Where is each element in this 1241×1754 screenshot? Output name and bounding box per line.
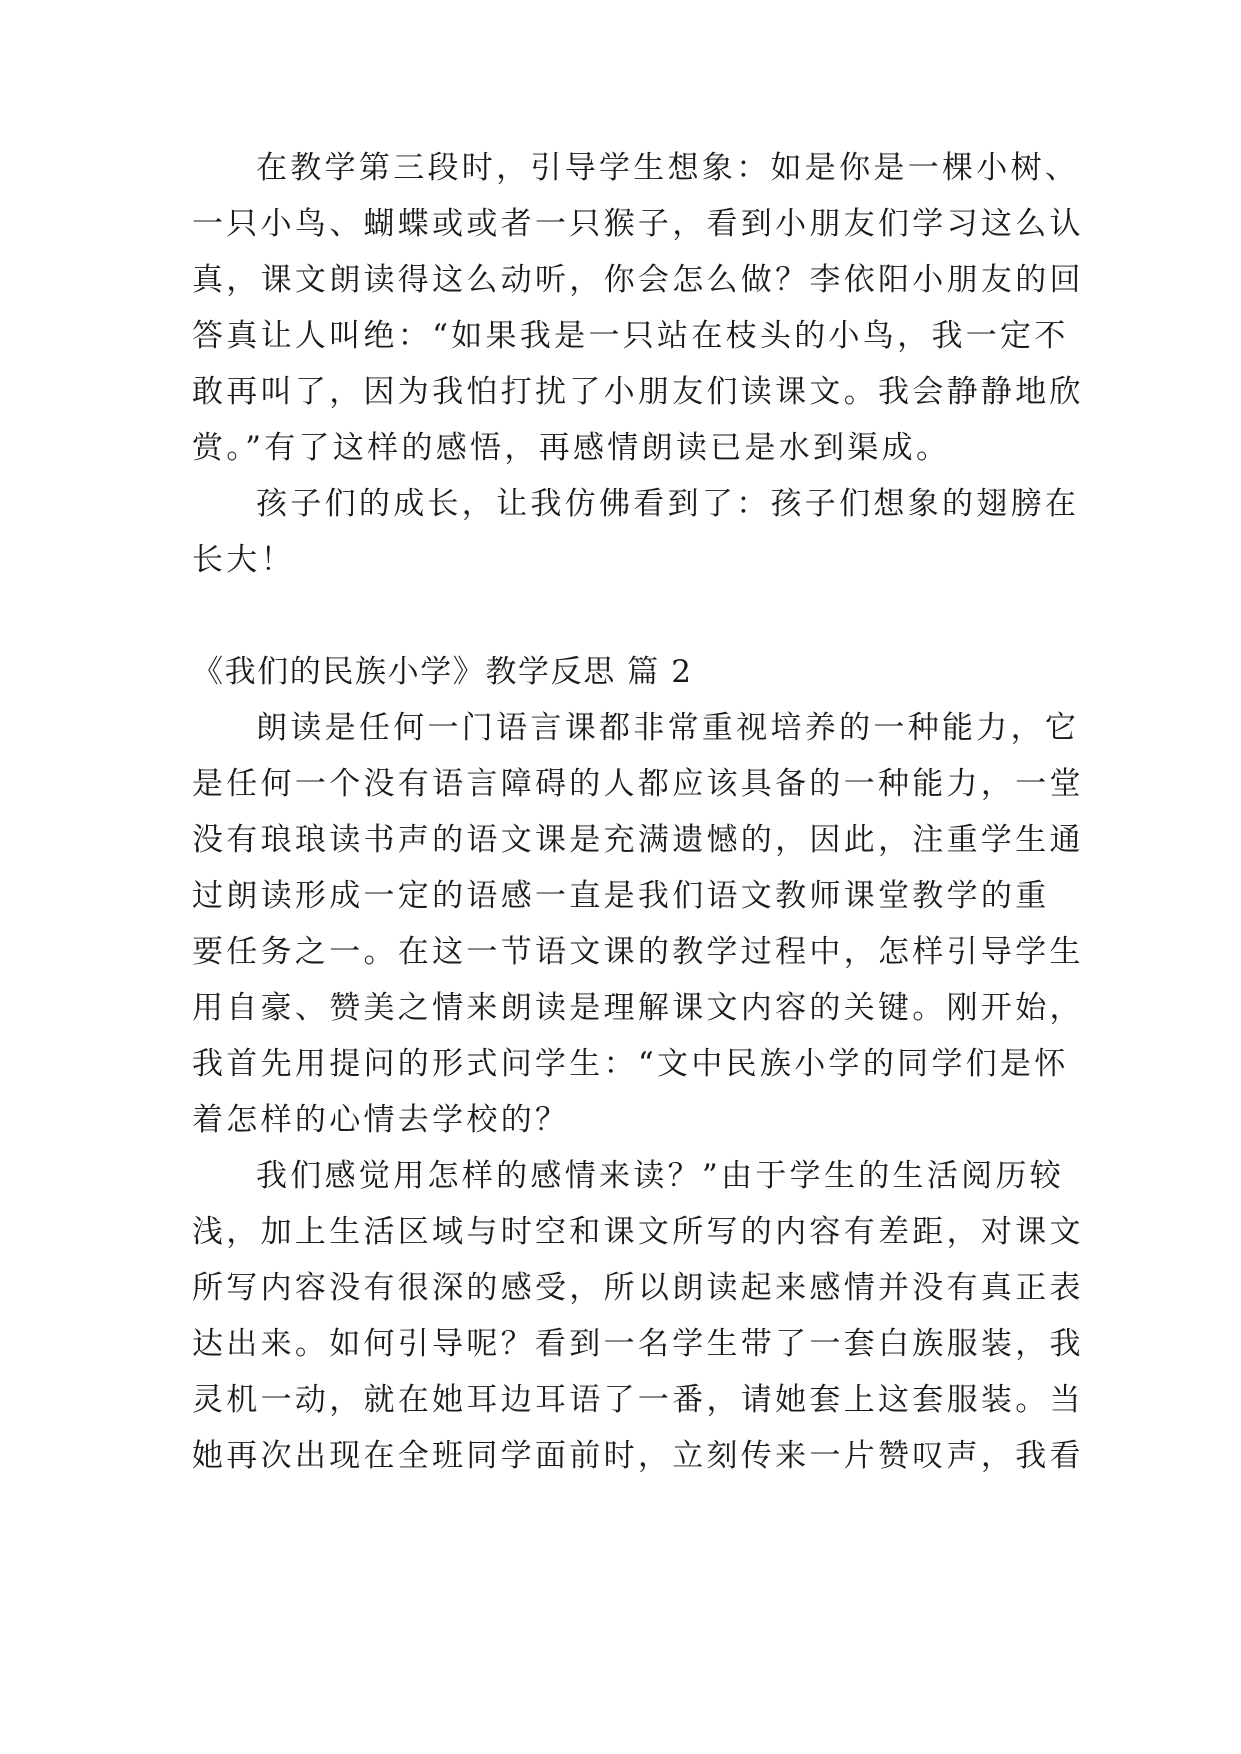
text-line: 在教学第三段时，引导学生想象：如是你是一棵小树、: [256, 150, 1080, 186]
text-line: 没有琅琅读书声的语文课是充满遗憾的，因此，注重学生通: [192, 822, 1084, 858]
text-line: 达出来。如何引导呢？看到一名学生带了一套白族服装，我: [192, 1326, 1084, 1362]
text-line: 孩子们的成长，让我仿佛看到了：孩子们想象的翅膀在: [256, 486, 1080, 522]
text-line: 我们感觉用怎样的感情来读？”由于学生的生活阅历较: [256, 1158, 1065, 1194]
text-line: 用自豪、赞美之情来朗读是理解课文内容的关键。刚开始，: [192, 990, 1084, 1026]
text-line: 赏。”有了这样的感悟，再感情朗读已是水到渠成。: [192, 430, 951, 466]
text-line: 朗读是任何一门语言课都非常重视培养的一种能力，它: [256, 710, 1080, 746]
text-line: 是任何一个没有语言障碍的人都应该具备的一种能力，一堂: [192, 766, 1084, 802]
text-line: 她再次出现在全班同学面前时，立刻传来一片赞叹声，我看: [192, 1438, 1084, 1474]
text-line: 长大！: [192, 542, 295, 578]
text-line: 过朗读形成一定的语感一直是我们语文教师课堂教学的重: [192, 878, 1050, 914]
text-line: 敢再叫了，因为我怕打扰了小朋友们读课文。我会静静地欣: [192, 374, 1084, 410]
text-line: 灵机一动，就在她耳边耳语了一番，请她套上这套服装。当: [192, 1382, 1084, 1418]
text-line: 着怎样的心情去学校的？: [192, 1102, 570, 1138]
text-line: 真，课文朗读得这么动听，你会怎么做？李依阳小朋友的回: [192, 262, 1084, 298]
text-line: 所写内容没有很深的感受，所以朗读起来感情并没有真正表: [192, 1270, 1084, 1306]
text-line: 一只小鸟、蝴蝶或或者一只猴子，看到小朋友们学习这么认: [192, 206, 1084, 242]
section-heading: 《我们的民族小学》教学反思 篇 2: [192, 654, 693, 690]
text-line: 答真让人叫绝：“如果我是一只站在枝头的小鸟，我一定不: [192, 318, 1069, 354]
text-line: 浅，加上生活区域与时空和课文所写的内容有差距，对课文: [192, 1214, 1084, 1250]
text-line: 要任务之一。在这一节语文课的教学过程中，怎样引导学生: [192, 934, 1084, 970]
text-line: 我首先用提问的形式问学生：“文中民族小学的同学们是怀: [192, 1046, 1069, 1082]
